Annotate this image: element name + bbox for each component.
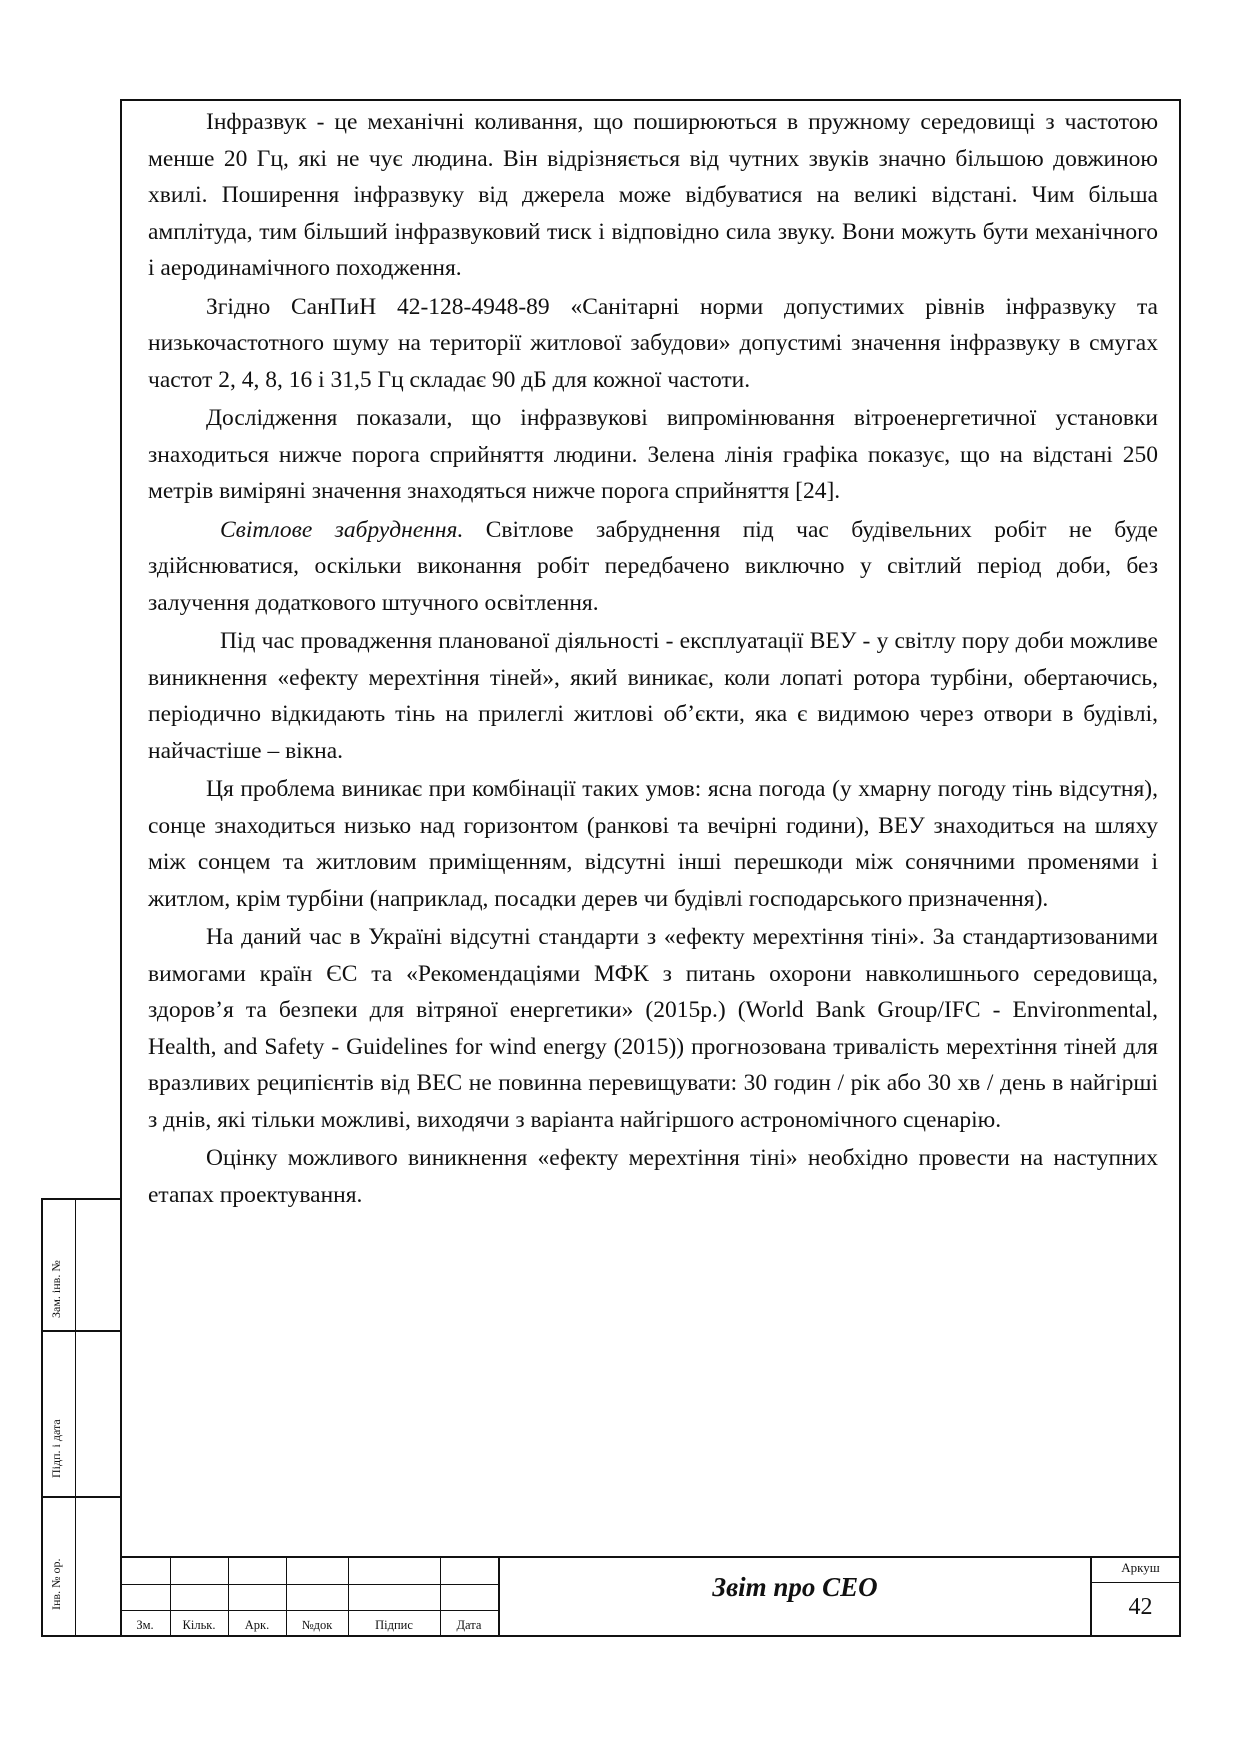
side-divider [75,1200,76,1635]
col-label-doc-no: №док [301,1618,333,1632]
title-block-row-line [120,1610,500,1611]
side-row-divider [43,1496,122,1498]
sheet-cell-line [1090,1582,1181,1583]
col-label-date: Дата [456,1618,482,1632]
side-label-original-inv: Інв. № ор. [49,1558,63,1610]
col-label-sheet: Арк. [244,1618,270,1632]
paragraph-standards: На даний час в Україні відсутні стандарти з «ефекту мерехтіння тіні». За стандартизованими вимогами країн ЄС та «Рекомендаціями МФК з питань охорони навколишнього середовища, здоров’я та безпеки для вітряної енергетики» (2015р.) (World Bank Group/IFC - Environmental, Health, and Safety - Guidelines for wind energy (2015)) прогнозована тривалість мерехтіння тіней для вразливих реципієнтів від ВЕС не повинна перевищувати: 30 годин / рік або 30 хв / день в найгірші з днів, які тільки можливі, виходячи з варіанта найгіршого астрономічного сценарію. [148,924,1158,1133]
sheet-number: 42 [1128,1594,1153,1620]
document-title: Звіт про СЕО [712,1572,878,1602]
document-body [148,104,1158,1213]
col-label-signature: Підпис [375,1618,413,1632]
side-row-divider [43,1330,122,1332]
title-block-row-line [120,1584,500,1585]
col-label-quantity: Кільк. [182,1618,216,1632]
side-label-replacement-inv: Зам. інв. № [49,1260,63,1318]
title-block-col-line [1090,1558,1092,1637]
light-pollution-text: Світлове забруднення під час будівельних робіт не буде здійснюватися, оскільки виконання робіт передбачено виключно у світлий період доби, без залучення додаткового штучного освітлення. [148,516,1158,616]
title-block [120,1556,1181,1637]
paragraph-infrasound: Інфразвук - це механічні коливання, що поширюються в пружному середовищі з частотою менше 20 Гц, які не чує людина. Він відрізняється від чутних звуків значно більшою довжиною хвилі. Поширення інфразвуку від джерела може відбуватися на великі відстані. Чим більша амплітуда, тим більший інфразвуковий тиск і відповідно сила звуку. Вони можуть бути механічного і аеродинамічного походження. [148,109,1158,281]
paragraph-assessment: Оцінку можливого виникнення «ефекту мерехтіння тіні» необхідно провести на наступних етапах проектування. [148,1145,1158,1208]
light-pollution-heading: Світлове забруднення. [220,516,464,543]
col-label-change: Зм. [136,1618,154,1632]
paragraph-conditions: Ця проблема виникає при комбінації таких умов: ясна погода (у хмарну погоду тінь відсутня), сонце знаходиться низько над горизонтом (ранкові та вечірні години), ВЕУ знаходиться на шляху між сонцем та житловим приміщенням, відсутні інші перешкоди між сонячними променями і житлом, крім турбіни (наприклад, посадки дерев чи будівлі господарського призначення). [148,776,1158,912]
side-stamp-strip [41,1198,122,1637]
sheet-label: Аркуш [1121,1560,1160,1575]
paragraph-sanpin: Згідно СанПиН 42-128-4948-89 «Санітарні норми допустимих рівнів інфразвуку та низькочастотного шуму на території житлової забудови» допустимі значення інфразвуку в смугах частот 2, 4, 8, 16 і 31,5 Гц складає 90 дБ для кожної частоти. [148,293,1158,393]
paragraph-operation: Під час провадження планованої діяльності - експлуатації ВЕУ - у світлу пору доби можливе виникнення «ефекту мерехтіння тіней», який виникає, коли лопаті ротора турбіни, обертаючись, періодично відкидають тінь на прилеглі житлові об’єкти, яка є видимою через отвори в будівлі, найчастіше – вікна. [148,628,1158,764]
paragraph-light-pollution [148,512,1158,622]
side-label-signature-date: Підп. і дата [49,1419,63,1478]
paragraph-research: Дослідження показали, що інфразвукові випромінювання вітроенергетичної установки знаходиться нижче порога сприйняття людини. Зелена лінія графіка показує, що на відстані 250 метрів виміряні значення знаходяться нижче порога сприйняття [24]. [148,405,1158,504]
